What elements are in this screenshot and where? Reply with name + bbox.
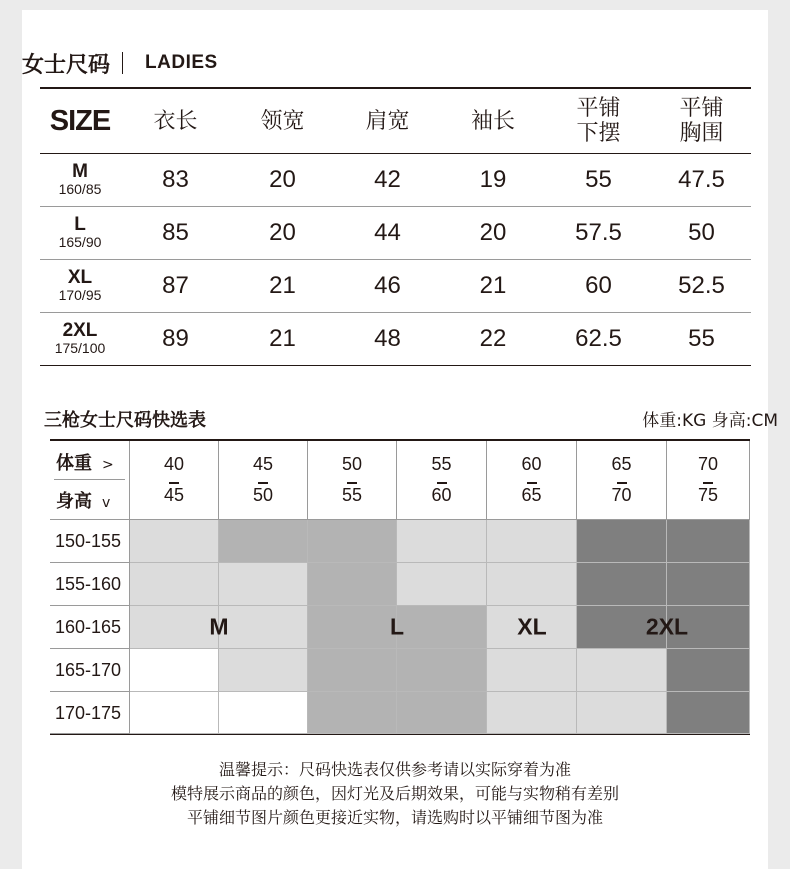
size-zone-cell — [308, 606, 397, 649]
size-label: M — [72, 161, 88, 182]
measurement-cell: 20 — [441, 207, 545, 260]
grid-corner-header — [50, 441, 130, 520]
measurement-cell: 85 — [120, 207, 231, 260]
measurement-cell: 52.5 — [652, 260, 751, 313]
weight-min: 65 — [611, 454, 632, 474]
range-dash — [617, 482, 627, 484]
size-zone-cell — [130, 692, 219, 734]
quick-guide-title: 三枪女士尺码快选表 — [44, 410, 206, 431]
weight-max: 65 — [521, 485, 542, 505]
size-table-header — [40, 88, 751, 154]
size-zone-cell — [397, 692, 487, 734]
height-chest-label: 170/95 — [58, 287, 102, 303]
size-zone-cell — [487, 692, 577, 734]
height-chest-label: 165/90 — [58, 234, 102, 250]
size-zone-cell — [308, 692, 397, 734]
note-line-1: 温馨提示：尺码快选表仅供参考请以实际穿着为准 — [218, 760, 571, 779]
weight-max: 50 — [252, 485, 274, 505]
weight-max: 60 — [431, 485, 452, 505]
size-zone-cell — [667, 692, 750, 734]
right-arrow-icon: > — [102, 457, 114, 473]
size-zone-cell — [397, 649, 487, 692]
table-row — [40, 207, 751, 260]
column-header-4: 袖长 — [441, 88, 545, 154]
measurement-cell: 55 — [545, 154, 652, 207]
size-cell — [40, 260, 120, 313]
size-zone-cell — [577, 692, 667, 734]
table-row — [40, 313, 751, 366]
range-dash — [258, 482, 268, 484]
size-zone-cell — [130, 520, 219, 563]
size-zone-cell — [667, 520, 750, 563]
size-table — [40, 87, 751, 366]
size-table-body — [40, 154, 751, 366]
size-zone-cell — [487, 649, 577, 692]
size-zone-label: L — [389, 613, 405, 640]
size-zone-cell — [577, 520, 667, 563]
size-zone-cell — [487, 520, 577, 563]
measurement-cell: 83 — [120, 154, 231, 207]
size-zone-cell — [219, 606, 308, 649]
size-zone-cell — [219, 520, 308, 563]
weight-range-header — [667, 441, 750, 520]
size-cell — [40, 313, 120, 366]
measurement-cell: 50 — [652, 207, 751, 260]
size-zone-label: 2XL — [645, 613, 689, 640]
grid-bottom-rule — [50, 734, 750, 735]
weight-range-header — [397, 441, 487, 520]
range-dash — [347, 482, 357, 484]
measurement-cell: 60 — [545, 260, 652, 313]
height-chest-label: 175/100 — [54, 340, 106, 356]
weight-min: 45 — [252, 454, 274, 474]
measurement-cell: 46 — [334, 260, 441, 313]
weight-range-header — [577, 441, 667, 520]
size-zone-cell — [577, 649, 667, 692]
measurement-cell: 21 — [231, 260, 334, 313]
measurement-cell: 42 — [334, 154, 441, 207]
title-divider — [122, 52, 123, 74]
measurement-cell: 21 — [441, 260, 545, 313]
measurement-cell: 48 — [334, 313, 441, 366]
range-dash — [703, 482, 713, 484]
height-chest-label: 160/85 — [58, 181, 102, 197]
table-row — [40, 260, 751, 313]
weight-range-header — [487, 441, 577, 520]
size-zone-cell — [397, 520, 487, 563]
size-zone-cell — [130, 649, 219, 692]
weight-min: 70 — [697, 454, 719, 474]
size-label: 2XL — [62, 320, 98, 341]
weight-max: 75 — [697, 485, 719, 505]
weight-min: 40 — [163, 454, 185, 474]
down-arrow-icon: v — [102, 495, 111, 511]
size-cell — [40, 154, 120, 207]
table-row — [40, 154, 751, 207]
quick-guide-grid — [50, 439, 750, 736]
weight-min: 60 — [521, 454, 542, 474]
weight-min: 50 — [341, 454, 363, 474]
range-dash — [527, 482, 537, 484]
title-english: LADIES — [145, 52, 218, 73]
height-range-header: 160-165 — [50, 606, 130, 649]
size-zone-cell — [487, 563, 577, 606]
measurement-cell: 62.5 — [545, 313, 652, 366]
height-range-header: 165-170 — [50, 649, 130, 692]
height-range-header: 155-160 — [50, 563, 130, 606]
column-header-size: SIZE — [40, 88, 120, 154]
size-zone-cell — [219, 692, 308, 734]
size-zone-label: XL — [517, 613, 547, 640]
range-dash — [437, 482, 447, 484]
height-range-header: 150-155 — [50, 520, 130, 563]
size-zone-cell — [219, 563, 308, 606]
column-header-6: 平铺 胸围 — [652, 88, 751, 154]
size-zone-cell — [667, 649, 750, 692]
size-cell — [40, 207, 120, 260]
measurement-cell: 47.5 — [652, 154, 751, 207]
size-zone-cell — [308, 520, 397, 563]
measurement-cell: 57.5 — [545, 207, 652, 260]
column-header-5: 平铺 下摆 — [545, 88, 652, 154]
size-zone-cell — [667, 563, 750, 606]
measurement-cell: 55 — [652, 313, 751, 366]
height-range-header: 170-175 — [50, 692, 130, 734]
size-zone-cell — [130, 563, 219, 606]
size-zone-cell — [219, 649, 308, 692]
size-zone-cell — [130, 606, 219, 649]
size-zone-label: M — [209, 613, 229, 640]
chart-title — [22, 46, 218, 80]
measurement-cell: 19 — [441, 154, 545, 207]
note-line-2: 模特展示商品的颜色，因灯光及后期效果，可能与实物稍有差别 — [170, 784, 619, 803]
column-header-1: 衣长 — [120, 88, 231, 154]
size-zone-cell — [308, 649, 397, 692]
measurement-cell: 20 — [231, 207, 334, 260]
size-zone-cell — [397, 606, 487, 649]
measurement-cell: 44 — [334, 207, 441, 260]
weight-min: 55 — [431, 454, 452, 474]
corner-divider — [54, 479, 125, 480]
size-zone-cell — [308, 563, 397, 606]
weight-range-header — [130, 441, 219, 520]
weight-max: 55 — [341, 485, 363, 505]
measurement-cell: 20 — [231, 154, 334, 207]
measurement-cell: 22 — [441, 313, 545, 366]
column-header-3: 肩宽 — [334, 88, 441, 154]
size-zone-cell — [577, 563, 667, 606]
column-header-2: 领宽 — [231, 88, 334, 154]
weight-range-header — [308, 441, 397, 520]
size-zone-cell — [397, 563, 487, 606]
size-label: XL — [67, 267, 93, 288]
size-label: L — [74, 214, 86, 235]
measurement-cell: 21 — [231, 313, 334, 366]
measurement-cell: 87 — [120, 260, 231, 313]
quick-guide-units: 体重:KG 身高:CM — [642, 411, 778, 431]
weight-max: 70 — [611, 485, 632, 505]
weight-axis-label: 体重 > — [56, 453, 114, 474]
range-dash — [169, 482, 179, 484]
measurement-cell: 89 — [120, 313, 231, 366]
weight-range-header — [219, 441, 308, 520]
weight-max: 45 — [163, 485, 185, 505]
title-chinese: 女士尺码 — [22, 52, 111, 78]
note-line-3: 平铺细节图片颜色更接近实物，请选购时以平铺细节图为准 — [186, 808, 603, 827]
height-axis-label: 身高 v — [56, 491, 111, 512]
